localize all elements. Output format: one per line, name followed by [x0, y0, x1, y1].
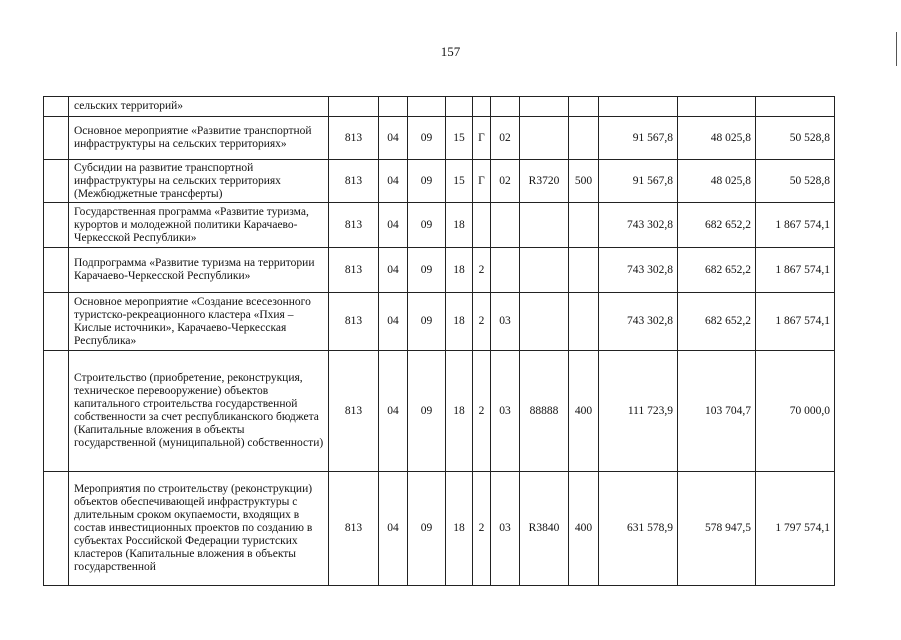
budget-table — [43, 96, 835, 586]
admin-code-cell — [329, 97, 379, 117]
table-row — [44, 472, 835, 586]
direction-code-cell — [520, 117, 569, 160]
item-name-cell: сельских территорий» — [69, 97, 329, 117]
expense-type-cell: 400 — [569, 351, 599, 472]
admin-code-cell: 813 — [329, 351, 379, 472]
table-row — [44, 248, 835, 293]
direction-code-cell: R3720 — [520, 160, 569, 203]
direction-code-cell: 88888 — [520, 351, 569, 472]
subsection-code-cell: 09 — [408, 472, 446, 586]
section-code-cell: 04 — [379, 293, 408, 351]
direction-code-cell — [520, 97, 569, 117]
section-code-cell: 04 — [379, 472, 408, 586]
subsection-code-cell: 09 — [408, 117, 446, 160]
direction-code-cell — [520, 293, 569, 351]
table-row — [44, 97, 835, 117]
admin-code-cell: 813 — [329, 248, 379, 293]
amount-year2-cell: 48 025,8 — [678, 117, 756, 160]
event-code-cell — [491, 248, 520, 293]
amount-year1-cell: 743 302,8 — [599, 293, 678, 351]
item-name-cell: Государственная программа «Развитие туризма, курортов и молодежной политики Карачаево-Черкесской Республики» — [69, 203, 329, 248]
subsection-code-cell: 09 — [408, 351, 446, 472]
subprogram-code-cell: Г — [473, 117, 491, 160]
event-code-cell: 02 — [491, 160, 520, 203]
program-code-cell: 18 — [446, 293, 473, 351]
amount-year2-cell: 682 652,2 — [678, 248, 756, 293]
amount-year3-cell: 1 797 574,1 — [756, 472, 835, 586]
amount-year3-cell — [756, 97, 835, 117]
amount-year1-cell — [599, 97, 678, 117]
amount-year1-cell: 91 567,8 — [599, 160, 678, 203]
program-code-cell: 18 — [446, 203, 473, 248]
amount-year2-cell: 48 025,8 — [678, 160, 756, 203]
program-code-cell: 15 — [446, 160, 473, 203]
admin-code-cell: 813 — [329, 160, 379, 203]
section-code-cell — [379, 97, 408, 117]
expense-type-cell — [569, 203, 599, 248]
amount-year3-cell: 50 528,8 — [756, 117, 835, 160]
subprogram-code-cell: Г — [473, 160, 491, 203]
section-code-cell: 04 — [379, 117, 408, 160]
event-code-cell: 02 — [491, 117, 520, 160]
amount-year1-cell: 111 723,9 — [599, 351, 678, 472]
expense-type-cell — [569, 248, 599, 293]
row-number-cell — [44, 293, 69, 351]
admin-code-cell: 813 — [329, 293, 379, 351]
amount-year3-cell: 70 000,0 — [756, 351, 835, 472]
program-code-cell: 15 — [446, 117, 473, 160]
event-code-cell — [491, 203, 520, 248]
table-row — [44, 160, 835, 203]
amount-year3-cell: 1 867 574,1 — [756, 203, 835, 248]
program-code-cell: 18 — [446, 472, 473, 586]
direction-code-cell — [520, 203, 569, 248]
row-number-cell — [44, 248, 69, 293]
subsection-code-cell: 09 — [408, 160, 446, 203]
table-row — [44, 117, 835, 160]
item-name-cell: Мероприятия по строительству (реконструкции) объектов обеспечивающей инфраструктуры с длительным сроком окупаемости, входящих в состав инвестиционных проектов по созданию в субъектах Российской Федерации туристских кластеров (Капитальные вложения в объекты государственной — [69, 472, 329, 586]
amount-year1-cell: 91 567,8 — [599, 117, 678, 160]
subsection-code-cell — [408, 97, 446, 117]
table-row — [44, 351, 835, 472]
row-number-cell — [44, 97, 69, 117]
item-name-cell: Подпрограмма «Развитие туризма на территории Карачаево-Черкесской Республики» — [69, 248, 329, 293]
event-code-cell: 03 — [491, 472, 520, 586]
row-number-cell — [44, 160, 69, 203]
section-code-cell: 04 — [379, 160, 408, 203]
direction-code-cell — [520, 248, 569, 293]
program-code-cell: 18 — [446, 248, 473, 293]
row-number-cell — [44, 203, 69, 248]
program-code-cell: 18 — [446, 351, 473, 472]
amount-year1-cell: 631 578,9 — [599, 472, 678, 586]
amount-year2-cell: 682 652,2 — [678, 203, 756, 248]
table-row — [44, 293, 835, 351]
expense-type-cell: 400 — [569, 472, 599, 586]
amount-year3-cell: 1 867 574,1 — [756, 248, 835, 293]
admin-code-cell: 813 — [329, 203, 379, 248]
amount-year2-cell: 103 704,7 — [678, 351, 756, 472]
amount-year3-cell: 50 528,8 — [756, 160, 835, 203]
subprogram-code-cell — [473, 97, 491, 117]
expense-type-cell — [569, 97, 599, 117]
amount-year1-cell: 743 302,8 — [599, 203, 678, 248]
direction-code-cell: R3840 — [520, 472, 569, 586]
section-code-cell: 04 — [379, 248, 408, 293]
subsection-code-cell: 09 — [408, 293, 446, 351]
expense-type-cell — [569, 293, 599, 351]
scan-edge-line — [896, 32, 897, 66]
subprogram-code-cell — [473, 203, 491, 248]
subprogram-code-cell: 2 — [473, 293, 491, 351]
amount-year2-cell — [678, 97, 756, 117]
admin-code-cell: 813 — [329, 472, 379, 586]
amount-year2-cell: 682 652,2 — [678, 293, 756, 351]
expense-type-cell — [569, 117, 599, 160]
event-code-cell: 03 — [491, 293, 520, 351]
item-name-cell: Основное мероприятие «Создание всесезонного туристско-рекреационного кластера «Пхия – Кислые источники», Карачаево-Черкесская Республика» — [69, 293, 329, 351]
row-number-cell — [44, 351, 69, 472]
subprogram-code-cell: 2 — [473, 351, 491, 472]
event-code-cell: 03 — [491, 351, 520, 472]
admin-code-cell: 813 — [329, 117, 379, 160]
item-name-cell: Строительство (приобретение, реконструкция, техническое перевооружение) объектов капитального строительства государственной собственности за счет республиканского бюджета (Капитальные вложения в объекты государственной (муниципальной) собственности) — [69, 351, 329, 472]
amount-year1-cell: 743 302,8 — [599, 248, 678, 293]
subprogram-code-cell: 2 — [473, 248, 491, 293]
subsection-code-cell: 09 — [408, 248, 446, 293]
section-code-cell: 04 — [379, 203, 408, 248]
row-number-cell — [44, 472, 69, 586]
subprogram-code-cell: 2 — [473, 472, 491, 586]
amount-year2-cell: 578 947,5 — [678, 472, 756, 586]
event-code-cell — [491, 97, 520, 117]
item-name-cell: Основное мероприятие «Развитие транспортной инфраструктуры на сельских территориях» — [69, 117, 329, 160]
program-code-cell — [446, 97, 473, 117]
item-name-cell: Субсидии на развитие транспортной инфраструктуры на сельских территориях (Межбюджетные трансферты) — [69, 160, 329, 203]
subsection-code-cell: 09 — [408, 203, 446, 248]
expense-type-cell: 500 — [569, 160, 599, 203]
row-number-cell — [44, 117, 69, 160]
table-row — [44, 203, 835, 248]
amount-year3-cell: 1 867 574,1 — [756, 293, 835, 351]
section-code-cell: 04 — [379, 351, 408, 472]
page-number: 157 — [440, 44, 461, 59]
